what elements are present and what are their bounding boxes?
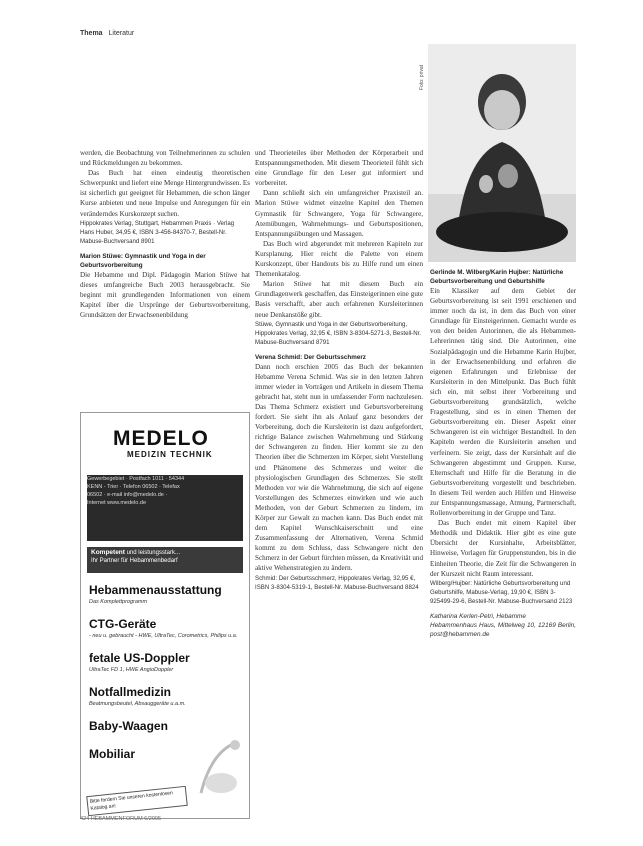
section-label: Thema [80, 30, 103, 37]
ad-item-title: fetale US-Doppler [89, 651, 190, 665]
col2-book-meta-2: Schmid: Der Geburtsschmerz, Hippokrates Verlag, 32,95 €, ISBN 3-8304-5319-1, Bestell-Nr. Mabuse-Buchversand 8824 [255, 574, 419, 591]
col1-paragraph-1: werden, die Beobachtung von Teilnehmerinnen zu schulen und Rückmeldungen zu bekommen. [80, 149, 250, 168]
ad-brand-subtitle: MEDIZIN TECHNIK [127, 450, 213, 459]
reviewer-name: Katharina Kerlen-Petri, Hebamme [430, 612, 526, 620]
col2-paragraph-5: Dann noch erschien 2005 das Buch der bekannten Hebamme Verena Schmid. Was sie in den letzten Jahren immer wieder in Vorträgen und Artikeln in diesem Thema gebracht hat, steht nun in umfassender Form nachzulesen. Das Thema Schmerz existiert und Geburtsvorbereitung fordert. Sie sieht ihn als Anlauf ganz besonders der Vorbereitung, doch die Kursleiterin ist dazu aufgefordert, richtige Balance zwischen Wahrnehmung und Stärkung der Schwangeren zu finden. Hier kommt sie zu den Theorien über die Schmerzen im Körper, sieht Vorstellung und Phänomene des Schmerzes und weiter die physiologischen Grundlagen des Schmerzes. Sie stellt Methoden vor wie die Wahrnehmung, die sich auf eigene Vorstellungen des Schmerzes einwirken und wie auch Methoden, von der Geburt Schmerzen zu lindern, im Körper zur Gewalt zu machen kann. Das Buch endet mit dem Kapitel Wunschkaiserschnitt und eine Zusammenfassung der Alternativen, Verena Schmid kommt zu dem Schluss, dass Schwangere nicht den Schmerz in der Geburt fürchten müssen, da Kreativität und aktive Wehenstrategien zu ändern. [255, 362, 423, 573]
author-photo [428, 44, 576, 262]
ad-item-title: CTG-Geräte [89, 617, 157, 631]
topic-label: Literatur [108, 30, 135, 37]
col3-paragraph-2: Das Buch endet mit einem Kapitel über Methodik und Didaktik. Hier gibt es eine gute Übersicht der Kursinhalte, Arbeitsblätter, Hinweise, Vorlagen für Gruppenstunden, bis in die Einheiten Theorie, die Zeit für die Schwangeren in der Kurszeit nicht Raum interessant. [430, 519, 576, 578]
col2-paragraph-3: Das Buch wird abgerundet mit mehreren Kapiteln zur Kursplanung. Hier reicht die Palette von einem Kurskonzept, über Handouts bis zu Hilfe rund um einen Themenkatalog. [255, 239, 423, 279]
ad-item-title: Mobiliar [89, 747, 136, 761]
ad-item-subtitle: Das Komplettprogramm [89, 599, 148, 605]
ad-item-title: Notfallmedizin [89, 685, 172, 699]
col1-paragraph-3: Die Hebamme und Dipl. Pädagogin Marion Stüwe hat dieses umfangreiche Buch 2003 herausgebracht. Sie beginnt mit grundlegenden Informationen von einem Kapitel über die Ursprünge der Geburtsvorbereitung, Grundsätzen der Erwachsenenbildung [80, 270, 250, 320]
col3-paragraph-1: Ein Klassiker auf dem Gebiet der Geburtsvorbereitung ist seit 1991 erschienen und immer noch da ist, in dem das Buch von einer Grundlage für Einsteigerinnen. Gemacht wurde es von den beiden Autorinnen, die als Hebammen-Lehrerinnen tätig sind. Die Autorinnen, eine Sozialpädagogin und die Hebamme Karin Hujber, in der Erwachsenenbildung und erfahren die eigenen Erfahrungen und Erlebnisse der Kursleiterin in den Mittelpunkt. Das Buch fühlt sich ein, mit selbst ihrer Vorbereitung und Geburtsvorbereitung grundsätzlich, welche Fragestellung, sind es in einen Themen der Geburtsvorbereitung ein. Dieser Aspekt einer Schwangeren ist ein wichtiger Bestandteil. In den Kapiteln werden die Kursleiterin ansehen und verfeinern. Sie zeigt, dass der Kursinhalt auf die Schwangeren abgestimmt und Gruppen. Kurse, Elternschaft und Hilfe für die Beratung in die Geburtsvorbereitung vorgestellt und beschrieben. In diesem Teil werden auch Hilfen und Hinweise zur Entspannungsmassage, Atmung, Partnerschaft, Rollenvorbereitung in der Gruppe und Tanz. [430, 287, 576, 518]
ad-coupon: Bitte fordern Sie unseren kostenlosen Katalog an! [86, 786, 188, 816]
running-header [80, 30, 134, 37]
column-3 [430, 268, 576, 639]
page-footer: 424 HEBAMMENFORUM 6/2005 [80, 816, 161, 822]
ad-item-title: Baby-Waagen [89, 719, 168, 733]
col2-review-heading: Verena Schmid: Der Geburtsschmerz [255, 353, 366, 361]
col1-paragraph-2: Das Buch hat einen eindeutig theoretischen Schwerpunkt und liefert eine Menge Hintergrundwissen. Es ist sicherlich gut geeignet für Hebammen, die schon länger Kurse anbieten und neue Impulse und Anregungen für ein veränderndes Kurskonzept suchen. [80, 169, 250, 218]
ad-brand-logo: MEDELO [113, 427, 209, 450]
ad-tagline-3: Ihr Partner für Hebammenbedarf [91, 558, 178, 564]
stork-illustration-icon [191, 733, 245, 803]
ad-item-title: Hebammenausstattung [89, 583, 222, 597]
col1-review-heading: Marion Stüwe: Gymnastik und Yoga in der Geburtsvorbereitung [80, 252, 206, 269]
ad-tagline-1: Kompetent [91, 549, 125, 556]
col2-paragraph-1: und Theorieteiles über Methoden der Körperarbeit und Entspannungsmethoden. Mit diesem Theorieteil fühlt sich eine Grundlage für den Leser gut informiert und vorbereitet. [255, 149, 423, 188]
column-1 [80, 148, 250, 320]
ad-address: Gewerbegebiet · Postfach 1011 · 54344 KENN - Trier · Telefon 06502 · Telefax 06502 · e-mail info@medelo.de · Internet www.medelo.de [87, 476, 185, 506]
col2-paragraph-4: Marion Stüwe hat mit diesem Buch ein Grundlagenwerk geschaffen, das Einsteigerinnen eine gute Basis verschafft, aber auch erfahrenen Kursleiterinnen neue Denkanstöße gibt. [255, 280, 423, 319]
col2-paragraph-2: Dann schließt sich ein umfangreicher Praxisteil an. Marion Stüwe widmet einzelne Kapitel den Themen Gymnastik für Schwangere, Yoga für Schwangere, Atemübungen, Wahrnehmungs- und Geburtspositionen, Entspannungsübungen und Massagen. [255, 189, 423, 238]
col2-book-meta: Stüwe, Gymnastik und Yoga in der Geburtsvorbereitung, Hippokrates Verlag, 32,95 €, ISBN 3-8304-5271-3, Bestell-Nr. Mabuse-Buchversand 8791 [255, 320, 421, 346]
background-headline-decoration [278, 18, 428, 62]
reviewer-address: Hebammenhaus Haus, Mittelweg 10, 12169 Berlin, post@hebammen.de [430, 621, 576, 638]
ad-item-subtitle: - neu u. gebraucht - HWE, UltraTec, Corometrics, Philips u.a. [89, 633, 238, 639]
ad-item-subtitle: Beatmungsbeutel, Absauggeräte u.a.m. [89, 701, 186, 707]
ad-tagline-2: und leistungsstark... [126, 550, 180, 556]
ad-tagline-strip [87, 547, 243, 573]
column-2 [255, 148, 423, 592]
author-portrait-image [428, 44, 576, 262]
col1-book-meta: Hippokrates Verlag, Stuttgart, Hebammen Praxis · Verlag Hans Huber, 34,95 €, ISBN 3-456-84370-7, Bestell-Nr. Mabuse-Buchversand 8901 [80, 219, 235, 245]
col3-book-meta: Wilberg/Hujber: Natürliche Geburtsvorbereitung und Geburtshilfe, Mabuse-Verlag, 19,90 €, ISBN 3-925499-29-6, Bestell-Nr. Mabuse-Buchversand 2123 [430, 579, 573, 605]
ad-item-subtitle: UltraTec FD 1, HWE AngioDoppler [89, 667, 174, 673]
col3-review-heading: Gerlinde M. Wilberg/Karin Hujber: Natürliche Geburtsvorbereitung und Geburtshilfe [430, 269, 564, 285]
photo-credit: Foto: privat [419, 64, 425, 90]
medelo-advertisement [80, 412, 250, 819]
